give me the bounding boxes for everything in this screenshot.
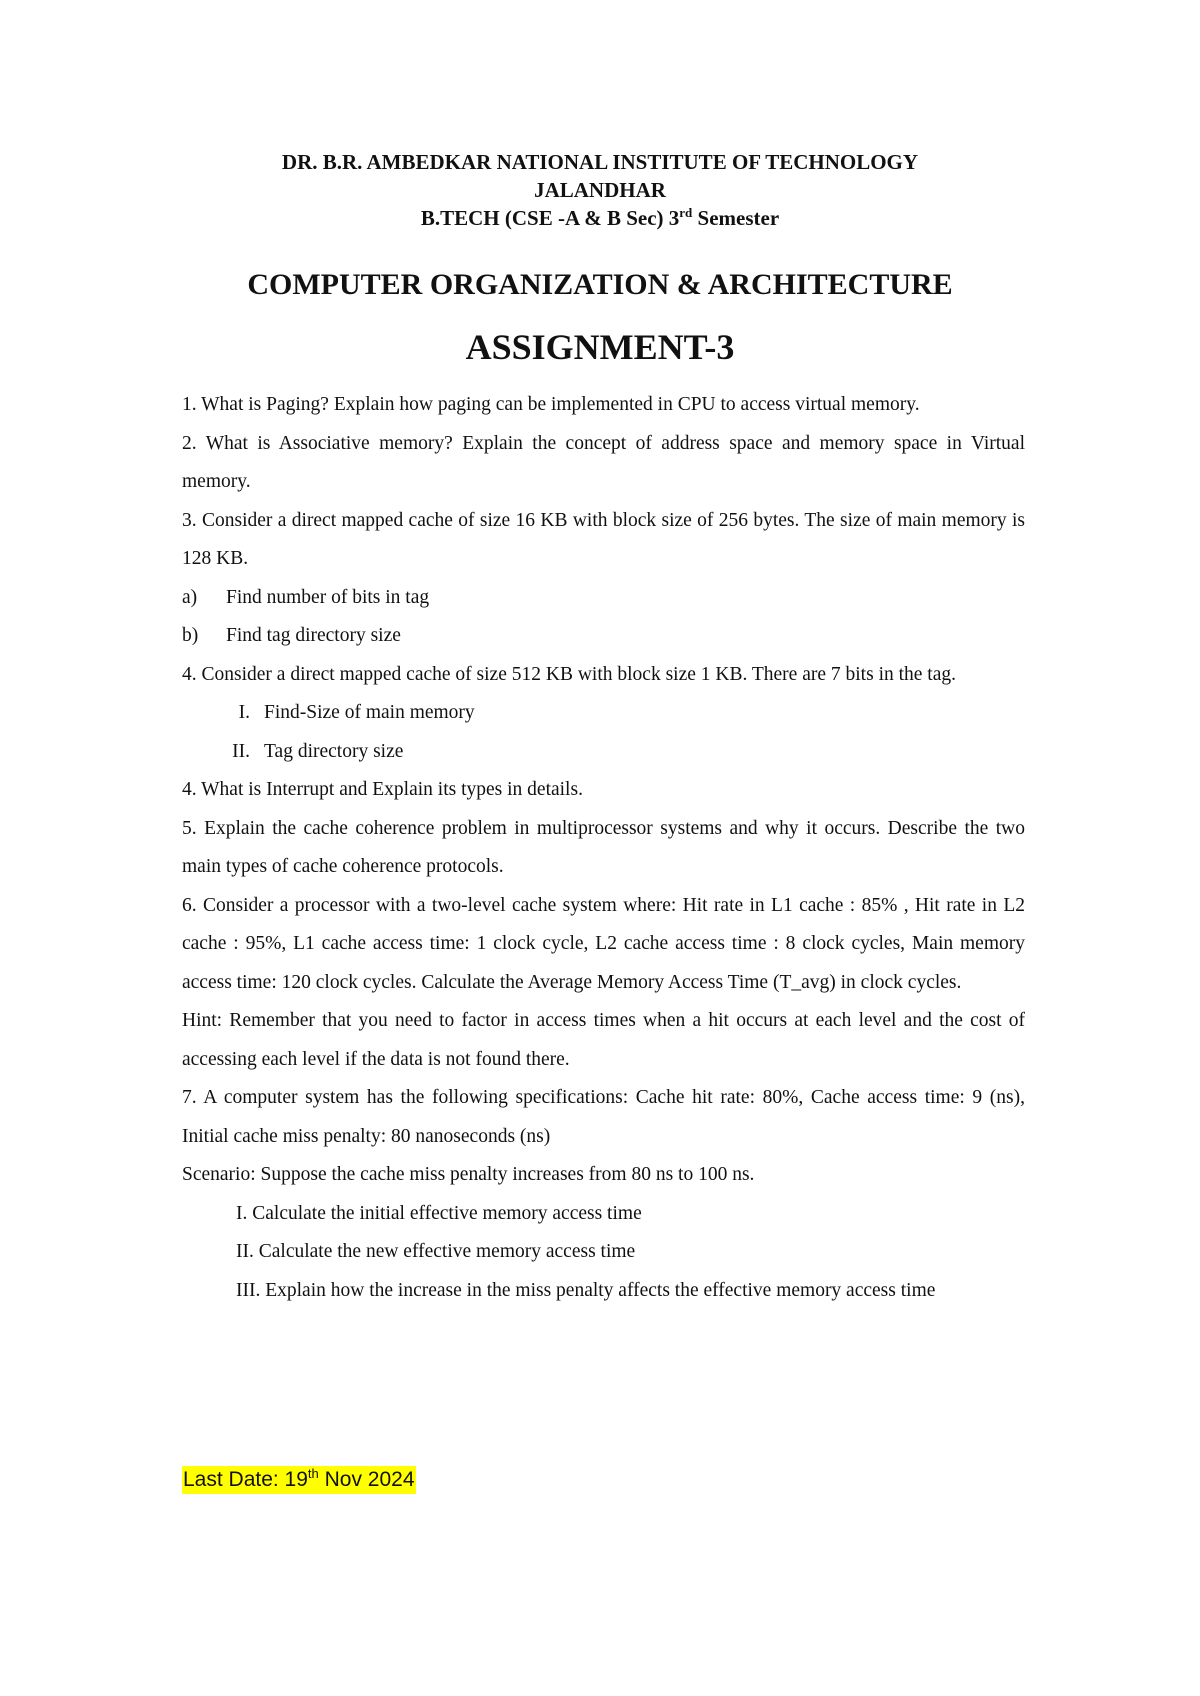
- question-7-part-ii: II. Calculate the new effective memory access time: [236, 1241, 636, 1262]
- part-text: Find-Size of main memory: [264, 702, 475, 723]
- program-prefix: B.TECH (CSE -A & B Sec) 3: [420, 206, 680, 230]
- part-text: Find number of bits in tag: [226, 586, 430, 608]
- last-date-prefix: Last Date: 19: [183, 1468, 308, 1491]
- program-sup: rd: [679, 205, 693, 220]
- part-label: I.: [238, 702, 250, 723]
- document-header: [0, 148, 1200, 232]
- question-3: 3. Consider a direct mapped cache of size 16 KB with block size of 256 bytes. The size of main memory is 128 KB.: [182, 509, 1025, 569]
- part-text: Find tag directory size: [226, 625, 401, 646]
- question-6-hint: Hint: Remember that you need to factor in access times when a hit occurs at each level and the cost of accessing each level if the data is not found there.: [182, 1010, 1025, 1070]
- course-title: COMPUTER ORGANIZATION & ARCHITECTURE: [247, 268, 953, 301]
- last-date-sup: th: [307, 1466, 319, 1481]
- assignment-title: ASSIGNMENT-3: [465, 327, 735, 367]
- question-4-interrupt: 4. What is Interrupt and Explain its types in details.: [182, 779, 583, 800]
- question-7-part-i: I. Calculate the initial effective memory access time: [236, 1202, 642, 1224]
- part-label: b): [182, 625, 199, 646]
- question-4-part-ii: [182, 733, 1025, 772]
- question-4: 4. Consider a direct mapped cache of size 512 KB with block size 1 KB. There are 7 bits in the tag.: [182, 663, 957, 685]
- question-7-scenario: Scenario: Suppose the cache miss penalty increases from 80 ns to 100 ns.: [182, 1164, 755, 1185]
- question-1: 1. What is Paging? Explain how paging can be implemented in CPU to access virtual memory.: [182, 394, 920, 415]
- question-7-part-iii: III. Explain how the increase in the miss penalty affects the effective memory access time: [236, 1279, 936, 1301]
- part-label: a): [182, 586, 198, 608]
- question-6: 6. Consider a processor with a two-level cache system where: Hit rate in L1 cache : 85% , Hit rate in L2 cache : 95%, L1 cache access time: 1 clock cycle, L2 cache access time : 8 clock cycles, Main memory access time: 120 clock cycles. Calculate the Average Memory Access Time (T_avg) in clock cycles.: [182, 894, 1025, 993]
- institute-city: JALANDHAR: [534, 178, 666, 202]
- question-5: 5. Explain the cache coherence problem in multiprocessor systems and why it occurs. Describe the two main types of cache coherence protocols.: [182, 817, 1025, 877]
- last-date: [182, 1466, 416, 1494]
- question-4-part-i: [182, 694, 1025, 733]
- program-suffix: Semester: [692, 206, 780, 230]
- question-3-part-a: [182, 579, 1025, 618]
- program-line: [0, 204, 1200, 232]
- part-label: II.: [232, 740, 250, 762]
- last-date-suffix: Nov 2024: [318, 1468, 415, 1491]
- question-2: 2. What is Associative memory? Explain the concept of address space and memory space in Virtual memory.: [182, 432, 1025, 492]
- questions-body: [182, 386, 1025, 1310]
- question-7: 7. A computer system has the following specifications: Cache hit rate: 80%, Cache access time: 9 (ns), Initial cache miss penalty: 80 nanoseconds (ns): [182, 1087, 1025, 1147]
- part-text: Tag directory size: [264, 740, 404, 762]
- institute-name: DR. B.R. AMBEDKAR NATIONAL INSTITUTE OF TECHNOLOGY: [281, 150, 919, 174]
- question-3-part-b: [182, 617, 1025, 656]
